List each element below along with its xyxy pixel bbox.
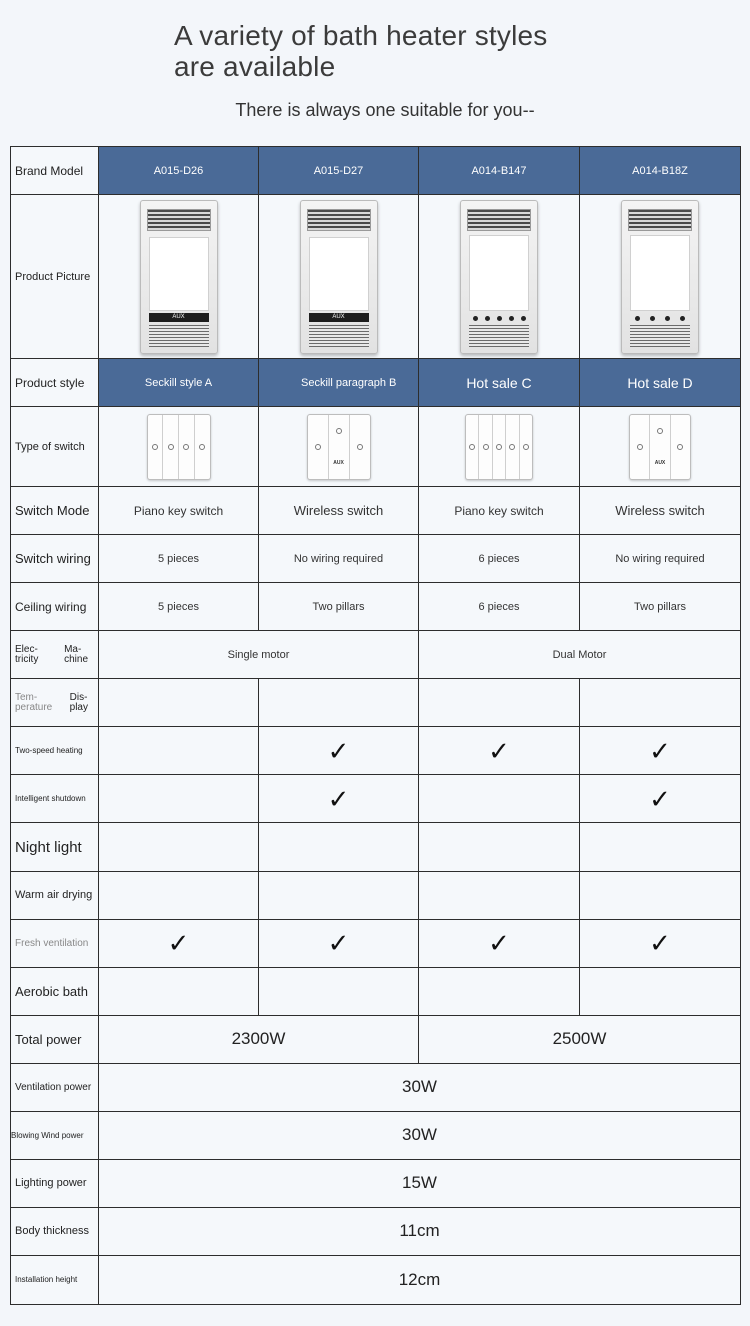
- row-label-blowing-wind-power: Blowing Wind power: [11, 1111, 99, 1159]
- model-header-3: A014-B147: [419, 147, 580, 195]
- switch-mode-4: Wireless switch: [580, 487, 741, 535]
- check-icon: ✓: [649, 735, 671, 766]
- table-row-night-light: [11, 823, 741, 871]
- row-label-total-power: Total power: [11, 1015, 99, 1063]
- aerobic-4: [580, 967, 741, 1015]
- switch-wiring-1: 5 pieces: [99, 535, 259, 583]
- ceiling-wiring-1: 5 pieces: [99, 583, 259, 631]
- motor-single: Single motor: [99, 631, 419, 679]
- switch-wiring-4: No wiring required: [580, 535, 741, 583]
- row-label-ceiling-wiring: Ceiling wiring: [11, 583, 99, 631]
- blowing-wind-power-value: 30W: [99, 1111, 741, 1159]
- body-thickness-value: 11cm: [99, 1207, 741, 1255]
- row-label-lighting-power: Lighting power: [11, 1159, 99, 1207]
- night-light-2: [259, 823, 419, 871]
- ceiling-wiring-3: 6 pieces: [419, 583, 580, 631]
- model-header-4: A014-B18Z: [580, 147, 741, 195]
- title-line-2: are available: [174, 51, 336, 82]
- row-label-night-light: Night light: [11, 823, 99, 871]
- fresh-vent-4: [580, 919, 741, 967]
- table-row-type-of-switch: [11, 407, 741, 487]
- product-picture-4: [580, 195, 741, 359]
- check-icon: ✓: [649, 928, 671, 959]
- two-speed-1: [99, 727, 259, 775]
- style-4: Hot sale D: [580, 359, 741, 407]
- row-label-two-speed-heating: Two-speed heating: [11, 727, 99, 775]
- lighting-power-value: 15W: [99, 1159, 741, 1207]
- page-subtitle: There is always one suitable for you--: [235, 100, 535, 120]
- table-row-product-style: [11, 359, 741, 407]
- model-header-1: A015-D26: [99, 147, 259, 195]
- ventilation-power-value: 30W: [99, 1063, 741, 1111]
- bath-heater-image: [460, 200, 538, 354]
- total-power-left: 2300W: [99, 1015, 419, 1063]
- row-label-type-of-switch: Type of switch: [11, 407, 99, 487]
- temp-display-1: [99, 679, 259, 727]
- switch-wiring-3: 6 pieces: [419, 535, 580, 583]
- fresh-vent-3: [419, 919, 580, 967]
- row-label-product-style: Product style: [11, 359, 99, 407]
- brand-bar: AUX: [149, 313, 209, 322]
- table-row-two-speed-heating: [11, 727, 741, 775]
- warm-air-3: [419, 871, 580, 919]
- table-row-body-thickness: [11, 1207, 741, 1255]
- product-picture-1: [99, 195, 259, 359]
- switch-panel-image: [147, 414, 211, 480]
- model-header-2: A015-D27: [259, 147, 419, 195]
- shutdown-3: [419, 775, 580, 823]
- fresh-vent-1: [99, 919, 259, 967]
- table-row-temperature-display: [11, 679, 741, 727]
- installation-height-value: 12cm: [99, 1255, 741, 1304]
- switch-mode-2: Wireless switch: [259, 487, 419, 535]
- warm-air-2: [259, 871, 419, 919]
- two-speed-2: [259, 727, 419, 775]
- table-row-ventilation-power: [11, 1063, 741, 1111]
- switch-wiring-2: No wiring required: [259, 535, 419, 583]
- switch-panel-image: [465, 414, 533, 480]
- table-row-warm-air-drying: [11, 871, 741, 919]
- two-speed-4: [580, 727, 741, 775]
- table-row-aerobic-bath: [11, 967, 741, 1015]
- table-row-fresh-ventilation: [11, 919, 741, 967]
- switch-panel-image: AUX: [307, 414, 371, 480]
- row-label-intelligent-shutdown: Intelligent shutdown: [11, 775, 99, 823]
- night-light-1: [99, 823, 259, 871]
- aerobic-1: [99, 967, 259, 1015]
- table-row-installation-height: [11, 1255, 741, 1304]
- shutdown-2: [259, 775, 419, 823]
- ceiling-wiring-4: Two pillars: [580, 583, 741, 631]
- row-label-fresh-ventilation: Fresh ventilation: [11, 919, 99, 967]
- title-line-1: A variety of bath heater styles: [174, 20, 548, 51]
- table-row-lighting-power: [11, 1159, 741, 1207]
- bath-heater-image: [621, 200, 699, 354]
- table-row-ceiling-wiring: [11, 583, 741, 631]
- product-picture-2: [259, 195, 419, 359]
- comparison-table: [10, 146, 741, 1305]
- ceiling-wiring-2: Two pillars: [259, 583, 419, 631]
- table-row-switch-wiring: [11, 535, 741, 583]
- row-label-body-thickness: Body thickness: [11, 1207, 99, 1255]
- page-title: [174, 20, 548, 82]
- check-icon: ✓: [488, 928, 510, 959]
- check-icon: ✓: [167, 928, 190, 959]
- check-icon: ✓: [649, 783, 671, 814]
- switch-image-1: [99, 407, 259, 487]
- style-2: Seckill paragraph B: [259, 359, 419, 407]
- temp-display-2: [259, 679, 419, 727]
- aerobic-2: [259, 967, 419, 1015]
- switch-panel-image: AUX: [629, 414, 691, 480]
- shutdown-4: [580, 775, 741, 823]
- night-light-3: [419, 823, 580, 871]
- total-power-right: 2500W: [419, 1015, 741, 1063]
- row-label-ventilation-power: Ventilation power: [11, 1063, 99, 1111]
- warm-air-1: [99, 871, 259, 919]
- motor-dual: Dual Motor: [419, 631, 741, 679]
- check-icon: ✓: [327, 928, 350, 959]
- row-label-product-picture: Product Picture: [11, 195, 99, 359]
- row-label-temperature-display: Tem- perature Dis- play: [11, 679, 99, 727]
- check-icon: ✓: [327, 735, 350, 766]
- switch-mode-1: Piano key switch: [99, 487, 259, 535]
- bath-heater-image: [140, 200, 218, 354]
- table-row-brand-model: [11, 147, 741, 195]
- two-speed-3: [419, 727, 580, 775]
- table-row-blowing-wind-power: [11, 1111, 741, 1159]
- row-label-aerobic-bath: Aerobic bath: [11, 967, 99, 1015]
- switch-image-2: [259, 407, 419, 487]
- table-row-intelligent-shutdown: [11, 775, 741, 823]
- row-label-brand-model: Brand Model: [11, 147, 99, 195]
- style-1: Seckill style A: [99, 359, 259, 407]
- style-3: Hot sale C: [419, 359, 580, 407]
- table-row-electricity-machine: [11, 631, 741, 679]
- brand-bar: AUX: [309, 313, 369, 322]
- row-label-switch-wiring: Switch wiring: [11, 535, 99, 583]
- switch-image-3: [419, 407, 580, 487]
- switch-mode-3: Piano key switch: [419, 487, 580, 535]
- product-picture-3: [419, 195, 580, 359]
- temp-display-3: [419, 679, 580, 727]
- night-light-4: [580, 823, 741, 871]
- aerobic-3: [419, 967, 580, 1015]
- temp-display-4: [580, 679, 741, 727]
- switch-image-4: [580, 407, 741, 487]
- table-row-total-power: [11, 1015, 741, 1063]
- row-label-electricity-machine: Elec- tricity Ma- chine: [11, 631, 99, 679]
- row-label-installation-height: Installation height: [11, 1255, 99, 1304]
- fresh-vent-2: [259, 919, 419, 967]
- shutdown-1: [99, 775, 259, 823]
- check-icon: ✓: [488, 735, 510, 766]
- warm-air-4: [580, 871, 741, 919]
- table-row-switch-mode: [11, 487, 741, 535]
- table-row-product-picture: [11, 195, 741, 359]
- row-label-switch-mode: Switch Mode: [11, 487, 99, 535]
- bath-heater-image: [300, 200, 378, 354]
- check-icon: ✓: [327, 783, 350, 814]
- row-label-warm-air-drying: Warm air drying: [11, 871, 99, 919]
